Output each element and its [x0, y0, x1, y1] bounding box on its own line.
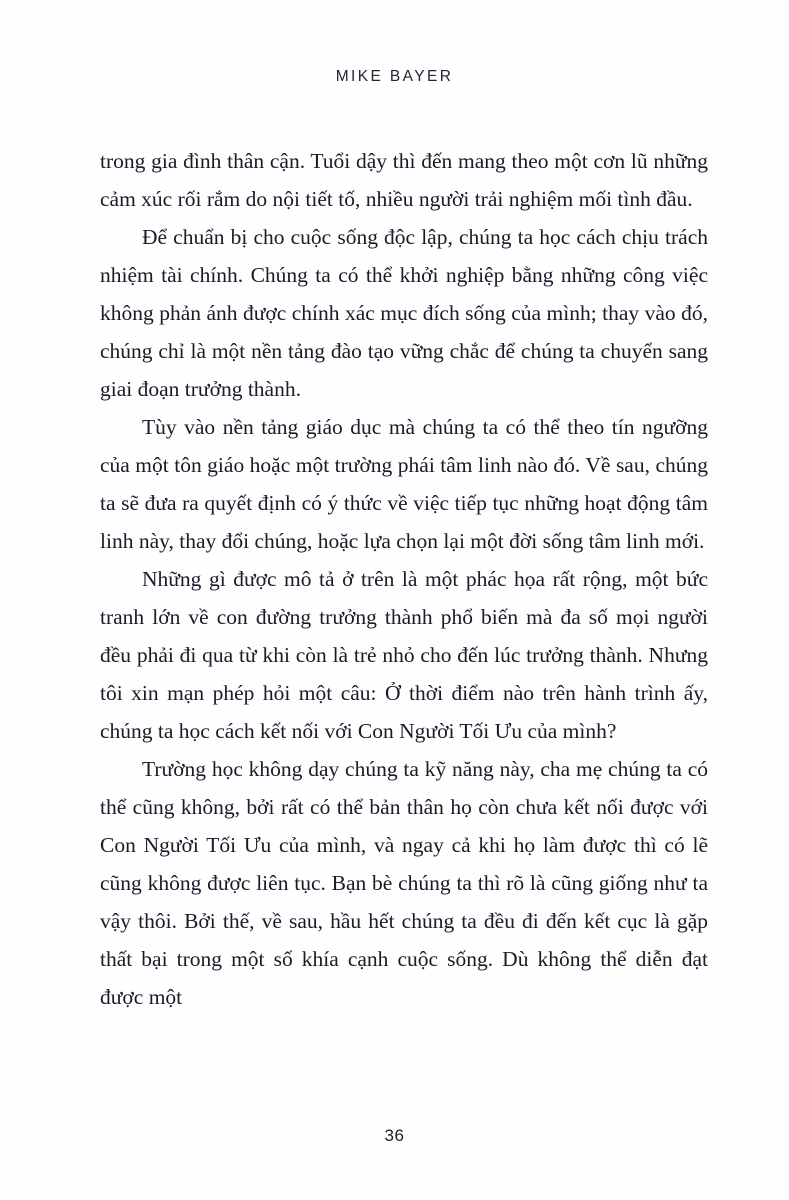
paragraph: trong gia đình thân cận. Tuổi dậy thì đến mang theo một cơn lũ những cảm xúc rối rắm do nội tiết tố, nhiều người trải nghiệm mối tình đầu.: [100, 149, 708, 211]
paragraph: Để chuẩn bị cho cuộc sống độc lập, chúng ta học cách chịu trách nhiệm tài chính. Chúng ta có thể khởi nghiệp bằng những công việc không phản ánh được chính xác mục đích sống của mình; thay vào đó, chúng chỉ là một nền tảng đào tạo vững chắc để chúng ta chuyển sang giai đoạn trưởng thành.: [100, 225, 708, 401]
paragraph: Tùy vào nền tảng giáo dục mà chúng ta có thể theo tín ngưỡng của một tôn giáo hoặc một trường phái tâm linh nào đó. Về sau, chúng ta sẽ đưa ra quyết định có ý thức về việc tiếp tục những hoạt động tâm linh này, thay đổi chúng, hoặc lựa chọn lại một đời sống tâm linh mới.: [100, 415, 708, 553]
paragraph: Trường học không dạy chúng ta kỹ năng này, cha mẹ chúng ta có thể cũng không, bởi rất có thể bản thân họ còn chưa kết nối được với Con Người Tối Ưu của mình, và ngay cả khi họ làm được thì có lẽ cũng không được liên tục. Bạn bè chúng ta thì rõ là cũng giống như ta vậy thôi. Bởi thế, về sau, hầu hết chúng ta đều đi đến kết cục là gặp thất bại trong một số khía cạnh cuộc sống. Dù không thể diễn đạt được một: [100, 757, 708, 1009]
paragraph: Những gì được mô tả ở trên là một phác họa rất rộng, một bức tranh lớn về con đường trưởng thành phổ biến mà đa số mọi người đều phải đi qua từ khi còn là trẻ nhỏ cho đến lúc trưởng thành. Nhưng tôi xin mạn phép hỏi một câu: Ở thời điểm nào trên hành trình ấy, chúng ta học cách kết nối với Con Người Tối Ưu của mình?: [100, 567, 708, 743]
page-body: [100, 142, 708, 1016]
running-head: MIKE BAYER: [335, 68, 454, 85]
page-number: 36: [384, 1126, 405, 1145]
